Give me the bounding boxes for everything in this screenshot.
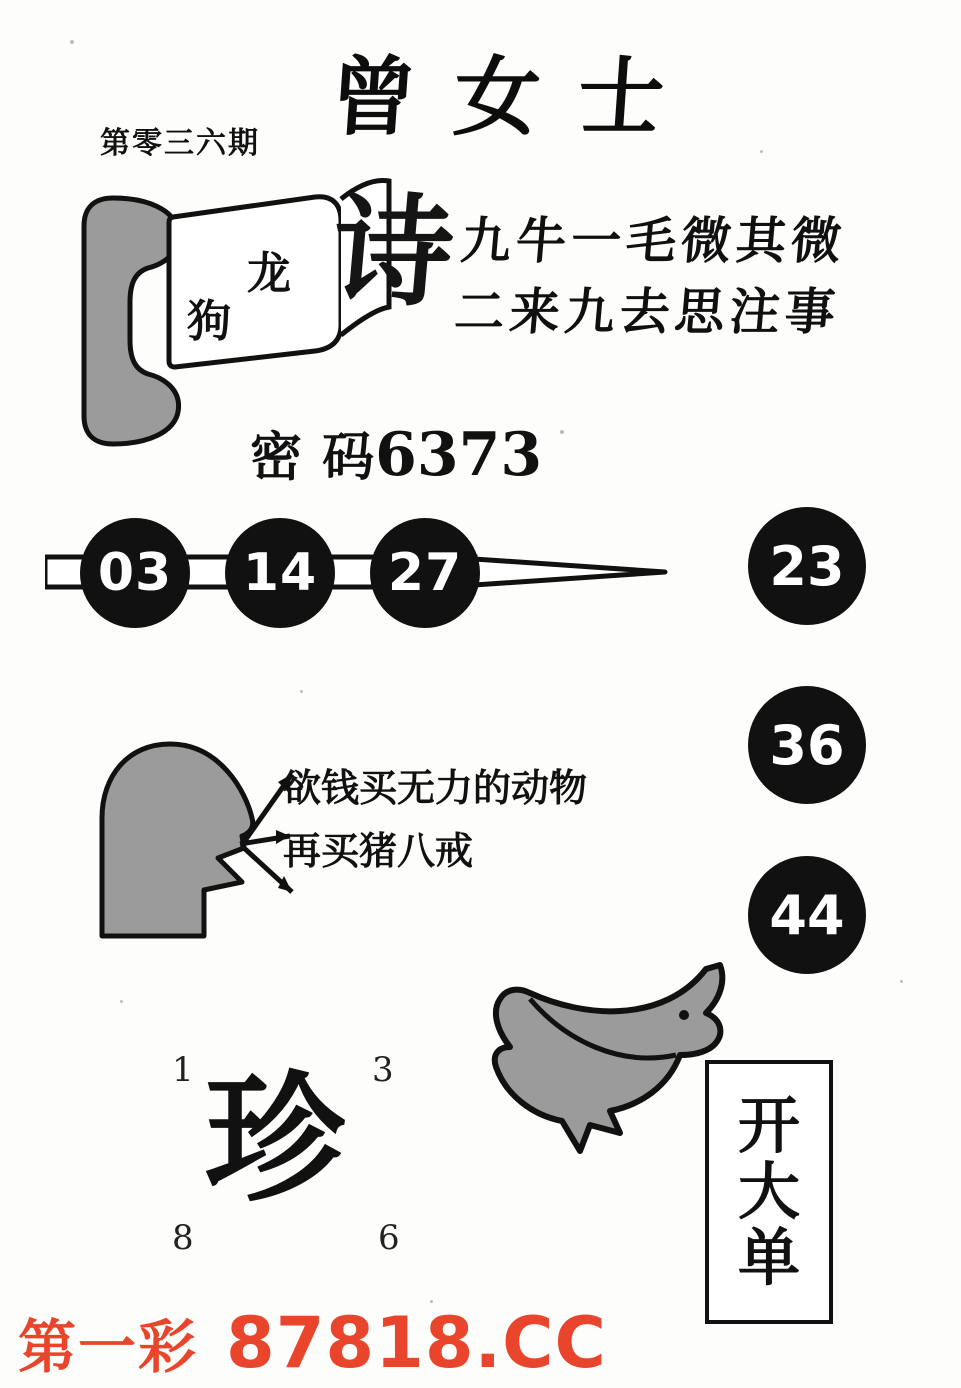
lottery-ball-right: 44: [748, 856, 866, 974]
speckle: [760, 150, 763, 153]
password-code: 6373: [375, 420, 543, 490]
site-url[interactable]: 87818.CC: [226, 1302, 607, 1384]
speckle: [70, 40, 74, 44]
couplet-line-1: 九牛一毛微其微: [458, 211, 849, 270]
password-row: [250, 415, 542, 490]
lottery-ball: 03: [80, 518, 190, 628]
couplet-text: [452, 205, 849, 347]
lottery-ball-right: 36: [748, 686, 866, 804]
lottery-ball-right: 23: [748, 507, 866, 625]
couplet-line-2: 二来九去思注事: [452, 282, 843, 341]
footer: [18, 1300, 607, 1384]
vertical-banner: [705, 1060, 833, 1324]
ball-row: [45, 510, 695, 640]
speckle: [900, 980, 903, 983]
lottery-ball: 27: [370, 518, 480, 628]
lottery-ball: 14: [225, 518, 335, 628]
zhen-char: 珍: [205, 1058, 346, 1222]
zodiac-char-dragon: 龙: [247, 248, 291, 299]
speech-line-1: 欲钱买无力的动物: [283, 765, 588, 810]
speech-text: [283, 757, 587, 882]
password-label: 密 码: [250, 427, 376, 488]
site-name: 第一彩: [18, 1313, 199, 1381]
speech-line-2: 再买猪八戒: [283, 827, 474, 873]
poem-card: [165, 175, 465, 385]
corner-number: 8: [172, 1218, 194, 1258]
corner-number: 1: [172, 1050, 194, 1090]
banner-char: 大: [737, 1155, 800, 1229]
speckle: [300, 690, 303, 693]
page-title: 曾女士: [326, 47, 706, 148]
zhen-block: [150, 1040, 420, 1270]
corner-number: 3: [372, 1050, 394, 1090]
speckle: [120, 1000, 123, 1003]
issue-label: 第零三六期: [100, 127, 260, 160]
zodiac-char-dog: 狗: [187, 296, 231, 347]
corner-number: 6: [378, 1218, 400, 1258]
banner-char: 单: [737, 1220, 800, 1294]
speckle: [560, 430, 564, 434]
shi-char: 诗: [326, 182, 460, 323]
banner-char: 开: [737, 1089, 800, 1163]
